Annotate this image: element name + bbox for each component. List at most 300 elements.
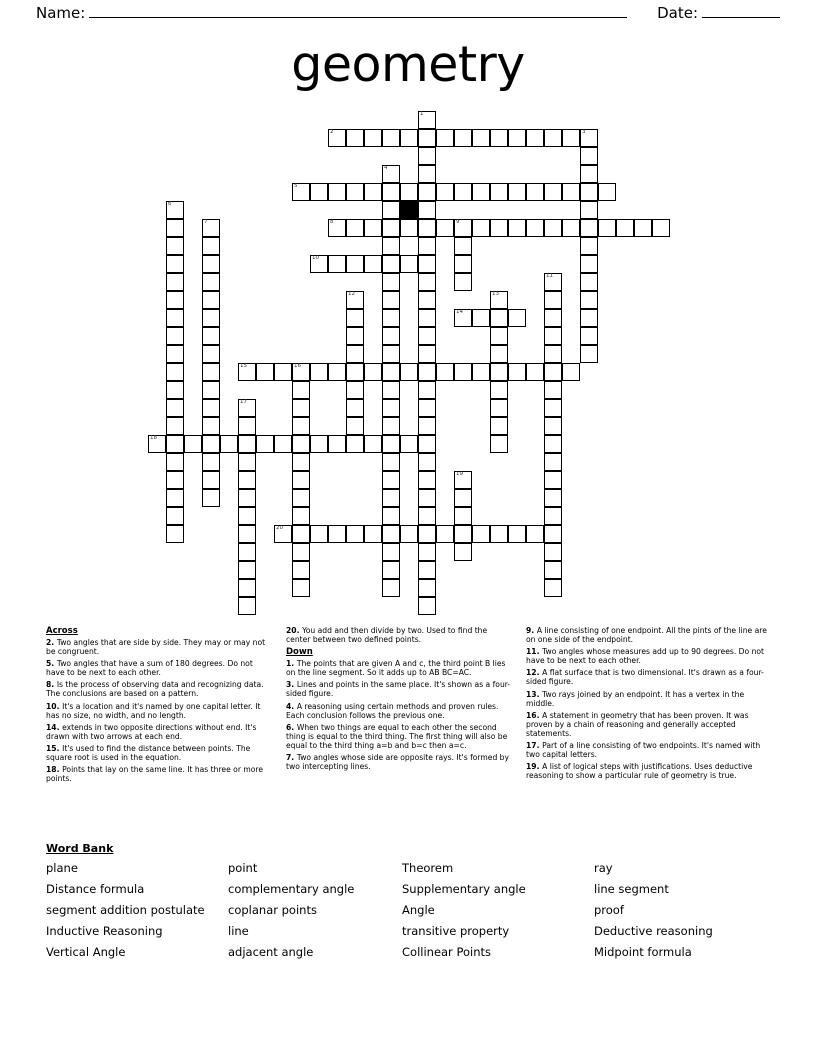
grid-cell[interactable] (418, 291, 436, 309)
grid-cell[interactable] (418, 111, 436, 129)
grid-cell[interactable] (238, 597, 256, 615)
grid-cell[interactable] (238, 471, 256, 489)
grid-cell[interactable] (418, 219, 436, 237)
grid-cell[interactable] (418, 399, 436, 417)
grid-cell[interactable] (238, 579, 256, 597)
grid-cell[interactable] (256, 363, 274, 381)
clue-down-13: 13. Two rays joined by an endpoint. It has a vertex in the middle. (526, 689, 745, 708)
grid-cell[interactable] (292, 183, 310, 201)
grid-cell[interactable] (166, 327, 184, 345)
grid-cell[interactable] (580, 309, 598, 327)
grid-cell[interactable] (472, 309, 490, 327)
grid-cell[interactable] (454, 489, 472, 507)
grid-cell[interactable] (166, 363, 184, 381)
grid-cell-number: 11 (546, 273, 553, 279)
grid-cell-number: 7 (204, 219, 208, 225)
grid-cell[interactable] (292, 525, 310, 543)
grid-cell[interactable] (490, 435, 508, 453)
grid-cell[interactable] (544, 291, 562, 309)
grid-cell[interactable] (454, 363, 472, 381)
grid-cell[interactable] (598, 219, 616, 237)
grid-cell[interactable] (274, 363, 292, 381)
word-bank-item: Angle (402, 903, 435, 917)
grid-cell[interactable] (382, 183, 400, 201)
grid-cell[interactable] (598, 183, 616, 201)
grid-cell[interactable] (454, 129, 472, 147)
grid-cell[interactable] (400, 435, 418, 453)
clue-number: 14. (46, 722, 63, 732)
grid-cell-number: 9 (456, 219, 460, 225)
grid-cell[interactable] (418, 363, 436, 381)
grid-cell[interactable] (148, 435, 166, 453)
grid-cell[interactable] (616, 219, 634, 237)
grid-cell[interactable] (364, 219, 382, 237)
grid-cell[interactable] (454, 255, 472, 273)
grid-cell[interactable] (580, 255, 598, 273)
grid-cell[interactable] (382, 237, 400, 255)
grid-cell[interactable] (544, 525, 562, 543)
grid-cell[interactable] (292, 471, 310, 489)
grid-cell[interactable] (544, 327, 562, 345)
grid-cell[interactable] (166, 237, 184, 255)
grid-cell[interactable] (418, 489, 436, 507)
grid-cell[interactable] (418, 597, 436, 615)
grid-cell[interactable] (346, 327, 364, 345)
grid-cell[interactable] (544, 363, 562, 381)
grid-cell[interactable] (526, 525, 544, 543)
grid-cell[interactable] (418, 453, 436, 471)
grid-cell[interactable] (292, 399, 310, 417)
grid-cell[interactable] (346, 183, 364, 201)
grid-cell[interactable] (166, 453, 184, 471)
grid-cell[interactable] (454, 183, 472, 201)
grid-cell[interactable] (166, 255, 184, 273)
grid-cell[interactable] (256, 435, 274, 453)
grid-cell[interactable] (346, 345, 364, 363)
clue-across-2: 2. Two angles that are side by side. They may or may not be congruent. (46, 638, 266, 657)
grid-cell[interactable] (238, 507, 256, 525)
grid-cell[interactable] (238, 525, 256, 543)
grid-cell[interactable] (202, 219, 220, 237)
grid-cell[interactable] (382, 201, 400, 219)
grid-cell[interactable] (580, 201, 598, 219)
grid-cell[interactable] (292, 507, 310, 525)
grid-cell[interactable] (382, 255, 400, 273)
grid-cell[interactable] (436, 129, 454, 147)
grid-cell[interactable] (202, 435, 220, 453)
grid-cell[interactable] (454, 543, 472, 561)
grid-cell[interactable] (364, 525, 382, 543)
grid-cell[interactable] (346, 255, 364, 273)
grid-cell[interactable] (328, 183, 346, 201)
grid-cell[interactable] (346, 129, 364, 147)
grid-cell[interactable] (310, 255, 328, 273)
grid-cell[interactable] (436, 363, 454, 381)
grid-cell[interactable] (508, 129, 526, 147)
grid-cell-number: 15 (240, 363, 247, 369)
grid-cell[interactable] (328, 255, 346, 273)
grid-cell[interactable] (562, 183, 580, 201)
grid-cell[interactable] (346, 309, 364, 327)
grid-cell[interactable] (166, 417, 184, 435)
grid-cell[interactable] (580, 183, 598, 201)
clue-across-20: 20. You add and then divide by two. Used to find the center between two defined points. (286, 626, 488, 645)
grid-cell[interactable] (382, 435, 400, 453)
grid-cell[interactable] (202, 237, 220, 255)
grid-cell[interactable] (166, 201, 184, 219)
grid-cell[interactable] (292, 381, 310, 399)
grid-cell-number: 16 (294, 363, 301, 369)
grid-cell[interactable] (508, 219, 526, 237)
grid-cell[interactable] (526, 129, 544, 147)
grid-cell[interactable] (238, 435, 256, 453)
word-bank-item: line segment (594, 882, 669, 896)
grid-cell[interactable] (346, 525, 364, 543)
clue-down-16: 16. A statement in geometry that has been proven. It was proven by a chain of reasoning and generally accepted statements. (526, 710, 749, 738)
grid-cell[interactable] (490, 417, 508, 435)
grid-cell[interactable] (544, 561, 562, 579)
grid-cell[interactable] (382, 165, 400, 183)
grid-cell[interactable] (364, 129, 382, 147)
grid-cell[interactable] (400, 183, 418, 201)
clue-down-6: 6. When two things are equal to each other the second thing is equal to the third thing. The first thing will also be equal to the third thing a=b and b=c then a=c. (286, 722, 508, 750)
grid-cell[interactable] (382, 273, 400, 291)
grid-cell[interactable] (454, 471, 472, 489)
grid-cell[interactable] (166, 291, 184, 309)
grid-cell[interactable] (418, 165, 436, 183)
grid-cell[interactable] (274, 435, 292, 453)
grid-cell[interactable] (526, 363, 544, 381)
grid-cell[interactable] (436, 525, 454, 543)
grid-cell[interactable] (490, 129, 508, 147)
grid-cell[interactable] (418, 309, 436, 327)
grid-cell[interactable] (220, 435, 238, 453)
grid-cell[interactable] (544, 489, 562, 507)
grid-cell[interactable] (544, 219, 562, 237)
grid-cell[interactable] (202, 327, 220, 345)
grid-cell[interactable] (382, 345, 400, 363)
grid-cell[interactable] (544, 507, 562, 525)
grid-cell[interactable] (508, 309, 526, 327)
grid-cell[interactable] (454, 273, 472, 291)
grid-cell[interactable] (490, 219, 508, 237)
grid-cell[interactable] (418, 435, 436, 453)
grid-cell[interactable] (202, 471, 220, 489)
grid-cell[interactable] (364, 435, 382, 453)
word-bank-item: plane (46, 861, 78, 875)
clue-number: 9. (526, 626, 537, 635)
grid-cell[interactable] (382, 417, 400, 435)
grid-cell[interactable] (418, 237, 436, 255)
grid-cell[interactable] (364, 363, 382, 381)
grid-cell[interactable] (418, 525, 436, 543)
grid-cell[interactable] (310, 363, 328, 381)
grid-cell[interactable] (328, 129, 346, 147)
grid-cell[interactable] (238, 543, 256, 561)
grid-cell[interactable] (580, 237, 598, 255)
grid-cell[interactable] (652, 219, 670, 237)
grid-cell[interactable] (202, 417, 220, 435)
grid-cell[interactable] (490, 363, 508, 381)
grid-cell[interactable] (418, 129, 436, 147)
grid-cell[interactable] (580, 345, 598, 363)
grid-cell[interactable] (166, 219, 184, 237)
grid-cell[interactable] (562, 219, 580, 237)
grid-cell[interactable] (508, 363, 526, 381)
grid-cell[interactable] (346, 435, 364, 453)
grid-cell[interactable] (328, 435, 346, 453)
grid-cell[interactable] (202, 363, 220, 381)
word-bank-item: point (228, 861, 258, 875)
clue-down-11: 11. Two angles whose measures add up to 90 degrees. Do not have to be next to each other. (526, 647, 765, 666)
grid-cell[interactable] (580, 327, 598, 345)
grid-cell[interactable] (454, 219, 472, 237)
clue-across-18: 18. Points that lay on the same line. It has three or more points. (46, 765, 264, 784)
clue-down-4: 4. A reasoning using certain methods and proven rules. Each conclusion follows the previous one. (286, 701, 499, 720)
grid-cell[interactable] (292, 363, 310, 381)
grid-cell[interactable] (382, 525, 400, 543)
grid-cell[interactable] (418, 579, 436, 597)
grid-cell[interactable] (544, 399, 562, 417)
grid-cell[interactable] (490, 291, 508, 309)
grid-cell[interactable] (382, 399, 400, 417)
grid-cell[interactable] (634, 219, 652, 237)
grid-cell[interactable] (382, 579, 400, 597)
grid-cell[interactable] (328, 525, 346, 543)
grid-cell[interactable] (292, 543, 310, 561)
grid-cell[interactable] (400, 129, 418, 147)
grid-cell[interactable] (202, 273, 220, 291)
grid-cell[interactable] (472, 219, 490, 237)
grid-cell[interactable] (454, 525, 472, 543)
grid-cell[interactable] (328, 363, 346, 381)
grid-cell[interactable] (292, 435, 310, 453)
grid-cell[interactable] (400, 363, 418, 381)
word-bank-item: Supplementary angle (402, 882, 526, 896)
grid-cell[interactable] (274, 525, 292, 543)
grid-cell[interactable] (238, 489, 256, 507)
grid-cell[interactable] (382, 327, 400, 345)
grid-cell[interactable] (382, 309, 400, 327)
grid-cell[interactable] (310, 525, 328, 543)
grid-cell[interactable] (580, 291, 598, 309)
grid-cell[interactable] (202, 489, 220, 507)
name-label: Name: (36, 4, 86, 22)
grid-cell[interactable] (454, 507, 472, 525)
grid-cell[interactable] (418, 183, 436, 201)
grid-cell[interactable] (418, 471, 436, 489)
grid-cell[interactable] (310, 435, 328, 453)
word-bank-item: complementary angle (228, 882, 355, 896)
grid-cell[interactable] (166, 525, 184, 543)
grid-cell[interactable] (166, 381, 184, 399)
grid-cell[interactable] (418, 201, 436, 219)
grid-cell[interactable] (238, 363, 256, 381)
grid-cell[interactable] (238, 417, 256, 435)
grid-cell[interactable] (166, 399, 184, 417)
grid-cell[interactable] (382, 453, 400, 471)
grid-cell[interactable] (418, 417, 436, 435)
grid-cell[interactable] (526, 183, 544, 201)
grid-cell[interactable] (490, 327, 508, 345)
grid-block-cell (400, 201, 418, 219)
grid-cell[interactable] (292, 417, 310, 435)
grid-cell[interactable] (202, 381, 220, 399)
grid-cell[interactable] (580, 165, 598, 183)
grid-cell[interactable] (490, 309, 508, 327)
grid-cell[interactable] (382, 471, 400, 489)
word-bank-item: Midpoint formula (594, 945, 692, 959)
across-heading: Across (46, 626, 78, 636)
clue-across-10: 10. It's a location and it's named by one capital letter. It has no size, no width, and no length. (46, 701, 261, 720)
grid-cell[interactable] (544, 543, 562, 561)
grid-cell[interactable] (490, 525, 508, 543)
grid-cell[interactable] (526, 219, 544, 237)
grid-cell[interactable] (544, 129, 562, 147)
grid-cell-number: 5 (294, 183, 298, 189)
grid-cell[interactable] (418, 507, 436, 525)
grid-cell[interactable] (292, 561, 310, 579)
grid-cell[interactable] (292, 453, 310, 471)
grid-cell[interactable] (580, 273, 598, 291)
clue-across-14: 14. extends in two opposite directions without end. It's drawn with two arrows at each end. (46, 722, 257, 741)
grid-cell[interactable] (382, 219, 400, 237)
word-bank-item: Vertical Angle (46, 945, 126, 959)
grid-cell[interactable] (328, 219, 346, 237)
clue-number: 16. (526, 710, 543, 720)
grid-cell[interactable] (382, 291, 400, 309)
grid-cell[interactable] (400, 255, 418, 273)
word-bank-item: proof (594, 903, 624, 917)
grid-cell[interactable] (166, 273, 184, 291)
grid-cell[interactable] (544, 345, 562, 363)
grid-cell[interactable] (382, 381, 400, 399)
grid-cell[interactable] (202, 399, 220, 417)
clue-number: 10. (46, 701, 63, 711)
grid-cell[interactable] (202, 453, 220, 471)
grid-cell[interactable] (544, 579, 562, 597)
grid-cell[interactable] (418, 561, 436, 579)
grid-cell[interactable] (166, 507, 184, 525)
grid-cell[interactable] (490, 183, 508, 201)
grid-cell[interactable] (166, 489, 184, 507)
grid-cell[interactable] (580, 219, 598, 237)
grid-cell[interactable] (166, 345, 184, 363)
grid-cell[interactable] (454, 237, 472, 255)
word-bank-item: coplanar points (228, 903, 317, 917)
clue-number: 4. (286, 701, 297, 711)
grid-cell[interactable] (238, 561, 256, 579)
grid-cell[interactable] (202, 345, 220, 363)
grid-cell[interactable] (454, 309, 472, 327)
grid-cell[interactable] (184, 435, 202, 453)
grid-cell[interactable] (436, 183, 454, 201)
grid-cell[interactable] (472, 363, 490, 381)
word-bank-item: Distance formula (46, 882, 145, 896)
clue-across-5: 5. Two angles that have a sum of 180 degrees. Do not have to be next to each other. (46, 659, 253, 678)
grid-cell[interactable] (544, 471, 562, 489)
grid-cell[interactable] (166, 471, 184, 489)
clue-number: 8. (46, 680, 57, 690)
grid-cell[interactable] (508, 525, 526, 543)
clue-number: 3. (286, 680, 297, 690)
grid-cell[interactable] (382, 363, 400, 381)
grid-cell[interactable] (364, 183, 382, 201)
grid-cell[interactable] (346, 219, 364, 237)
grid-cell[interactable] (544, 309, 562, 327)
grid-cell[interactable] (346, 399, 364, 417)
grid-cell-number: 1 (420, 111, 424, 117)
grid-cell[interactable] (238, 399, 256, 417)
grid-cell[interactable] (382, 561, 400, 579)
grid-cell[interactable] (544, 453, 562, 471)
grid-cell[interactable] (544, 183, 562, 201)
grid-cell[interactable] (508, 183, 526, 201)
grid-cell[interactable] (346, 381, 364, 399)
grid-cell[interactable] (346, 291, 364, 309)
grid-cell[interactable] (490, 381, 508, 399)
grid-cell[interactable] (418, 255, 436, 273)
grid-cell[interactable] (472, 183, 490, 201)
grid-cell[interactable] (202, 255, 220, 273)
grid-cell[interactable] (562, 363, 580, 381)
grid-cell[interactable] (202, 309, 220, 327)
grid-cell[interactable] (346, 417, 364, 435)
grid-cell[interactable] (382, 543, 400, 561)
grid-cell[interactable] (364, 255, 382, 273)
grid-cell-number: 19 (456, 471, 463, 477)
clue-number: 20. (286, 626, 303, 635)
grid-cell-number: 14 (456, 309, 463, 315)
grid-cell[interactable] (382, 129, 400, 147)
grid-cell-number: 13 (492, 291, 499, 297)
grid-cell[interactable] (382, 489, 400, 507)
grid-cell[interactable] (418, 327, 436, 345)
grid-cell[interactable] (202, 291, 220, 309)
grid-cell[interactable] (418, 543, 436, 561)
grid-cell[interactable] (166, 309, 184, 327)
grid-cell[interactable] (472, 129, 490, 147)
grid-cell[interactable] (562, 129, 580, 147)
grid-cell[interactable] (382, 507, 400, 525)
clue-column-3 (526, 626, 772, 786)
grid-cell[interactable] (490, 345, 508, 363)
grid-cell[interactable] (400, 219, 418, 237)
clue-number: 15. (46, 743, 63, 753)
grid-cell[interactable] (310, 183, 328, 201)
grid-cell[interactable] (292, 489, 310, 507)
grid-cell[interactable] (418, 381, 436, 399)
grid-cell[interactable] (418, 273, 436, 291)
grid-cell[interactable] (418, 147, 436, 165)
grid-cell[interactable] (292, 579, 310, 597)
clue-down-12: 12. A flat surface that is two dimensional. It's drawn as a four-sided figure. (526, 668, 764, 687)
grid-cell[interactable] (544, 273, 562, 291)
grid-cell[interactable] (490, 399, 508, 417)
grid-cell[interactable] (346, 363, 364, 381)
grid-cell[interactable] (580, 129, 598, 147)
grid-cell[interactable] (166, 435, 184, 453)
grid-cell[interactable] (544, 417, 562, 435)
grid-cell[interactable] (580, 147, 598, 165)
grid-cell[interactable] (436, 219, 454, 237)
grid-cell[interactable] (544, 435, 562, 453)
grid-cell[interactable] (238, 453, 256, 471)
grid-cell[interactable] (544, 381, 562, 399)
grid-cell[interactable] (400, 525, 418, 543)
grid-cell[interactable] (418, 345, 436, 363)
grid-cell[interactable] (472, 525, 490, 543)
